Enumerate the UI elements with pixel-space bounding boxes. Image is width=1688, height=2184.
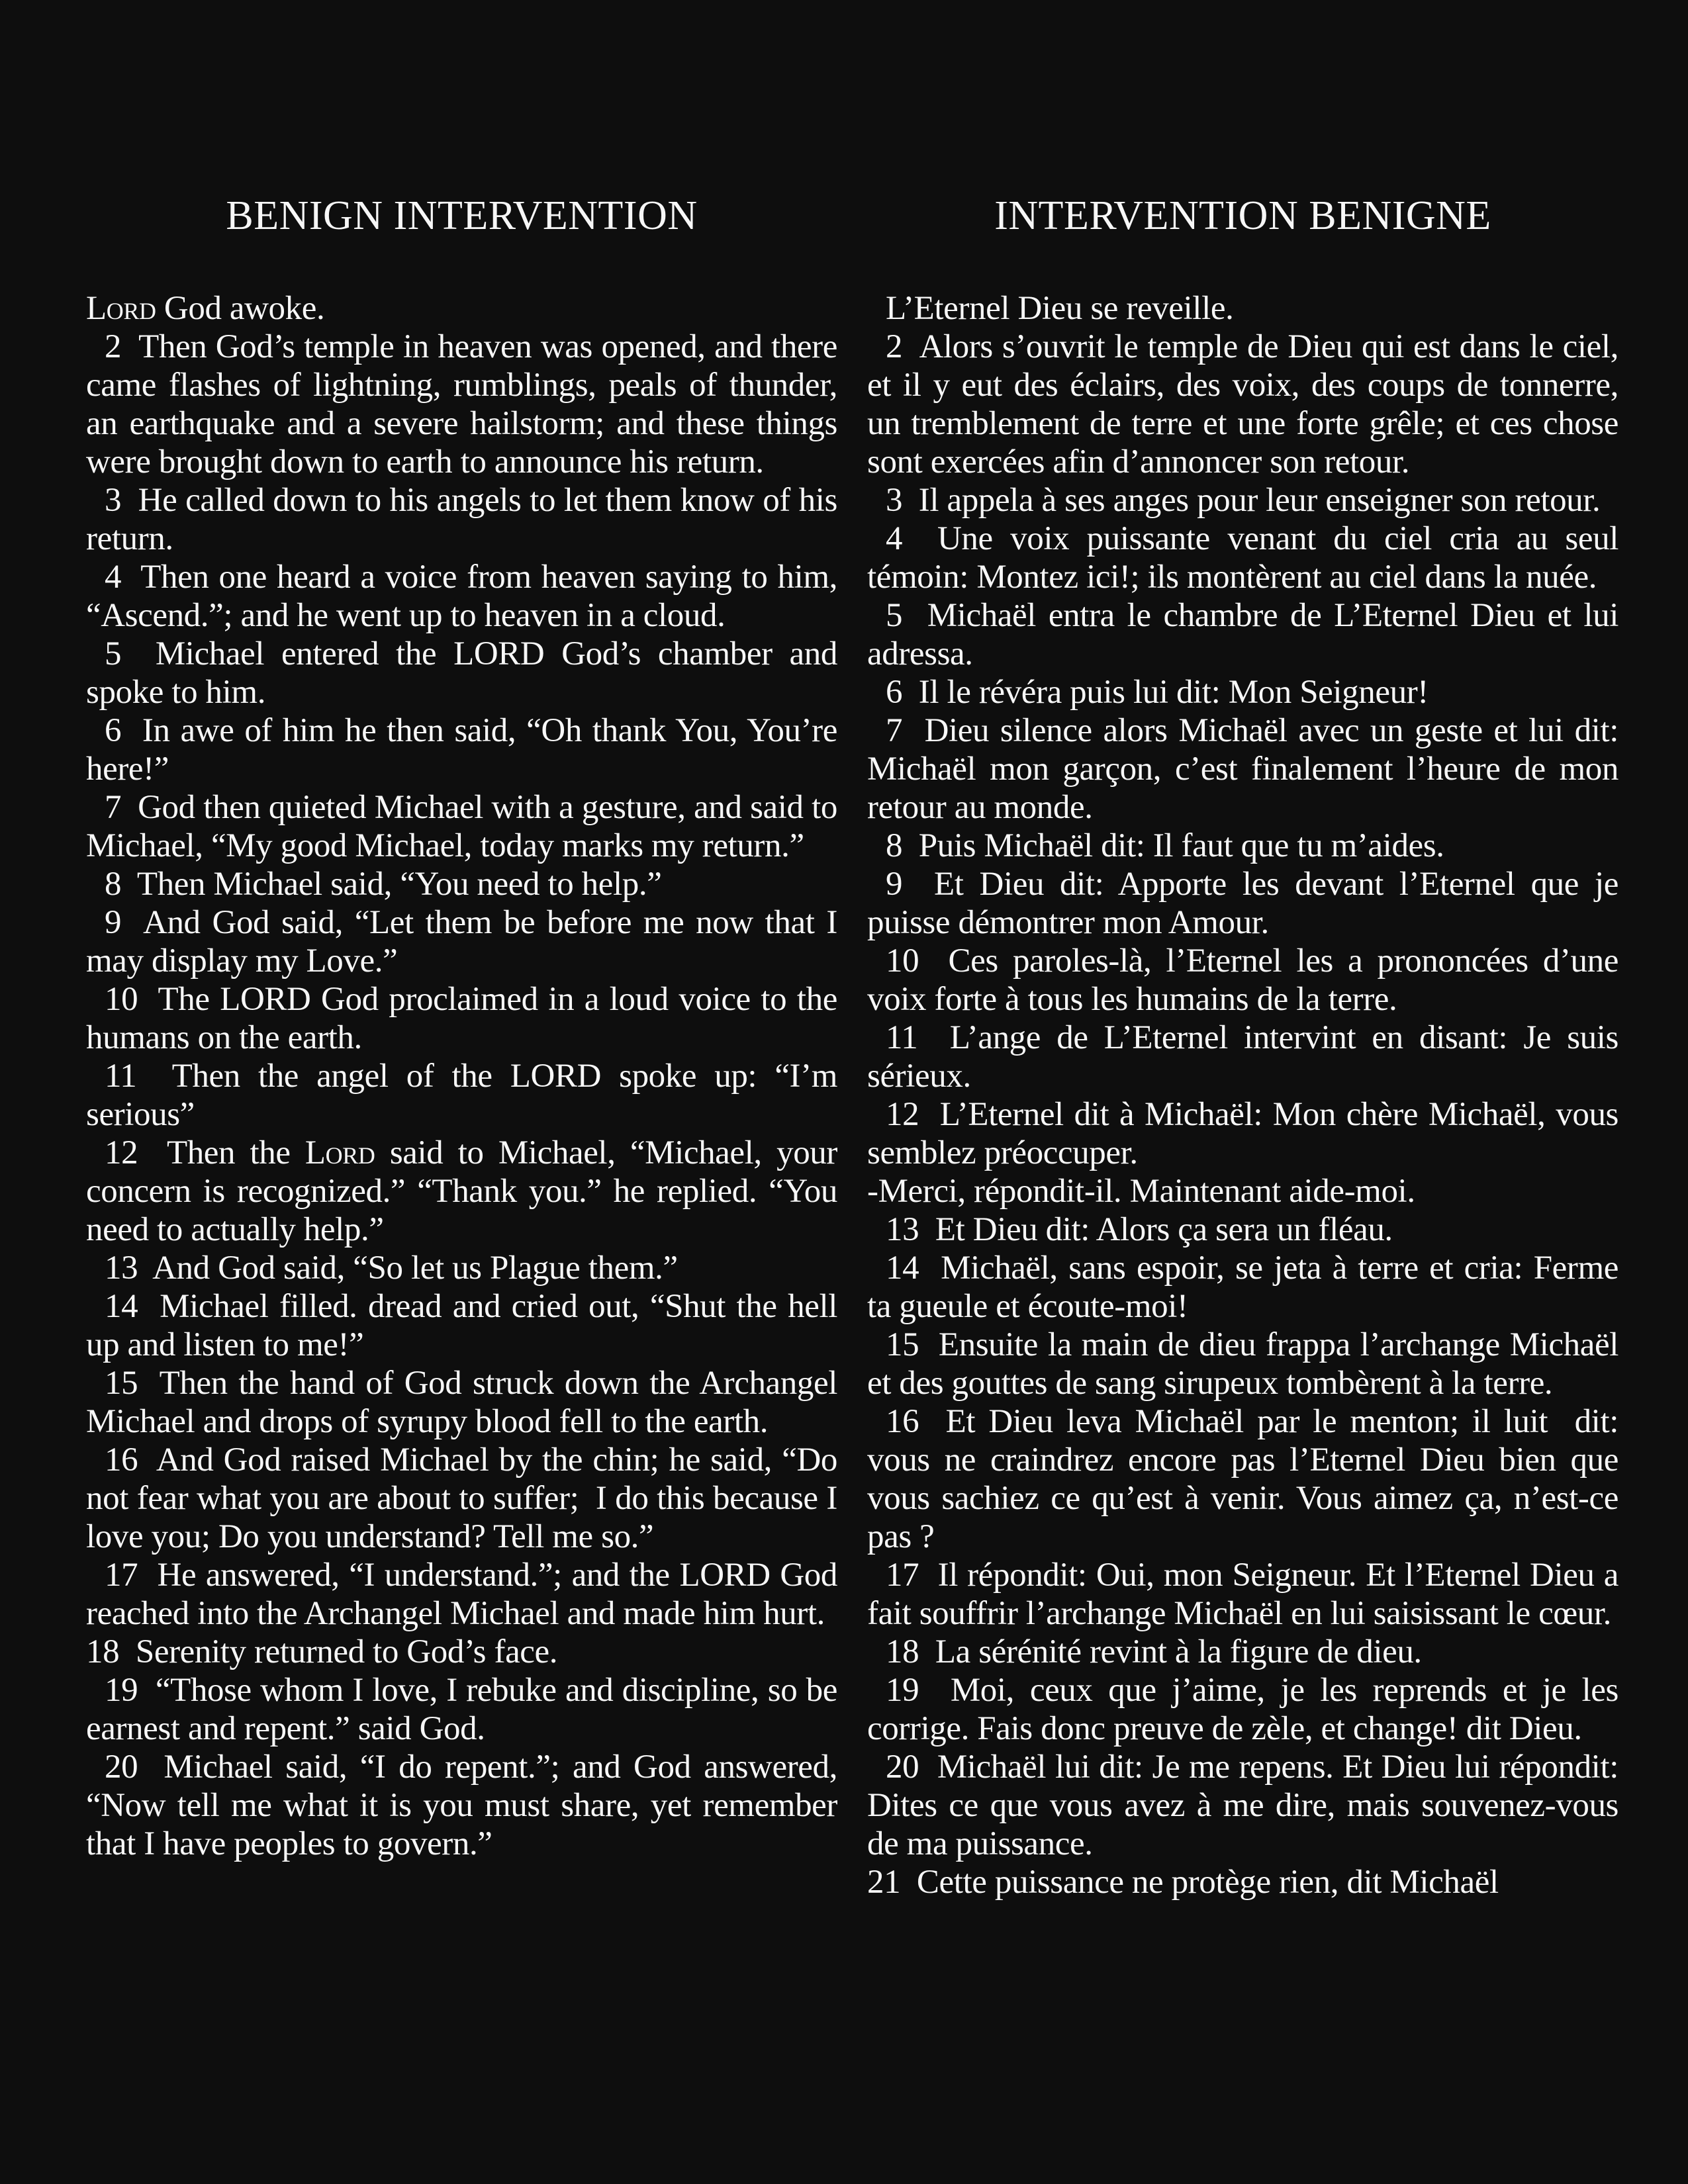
verse xyxy=(867,1172,1618,1210)
verse-text: 21 Cette puissance ne protège rien, dit Michaël xyxy=(867,1864,1499,1901)
verse xyxy=(867,673,1618,711)
verse xyxy=(86,1364,837,1441)
verse-text: said to Michael, “Michael, your concern is recognized.” “Thank you.” he replied. “You need to actually help.” xyxy=(86,1134,837,1248)
verse xyxy=(867,1326,1618,1402)
verse xyxy=(86,788,837,865)
verse xyxy=(867,596,1618,673)
verse xyxy=(86,1633,837,1671)
verse xyxy=(867,328,1618,481)
verse xyxy=(867,1095,1618,1172)
verse xyxy=(86,865,837,903)
verse-text: 7 God then quieted Michael with a gesture, and said to Michael, “My good Michael, today marks my return.” xyxy=(86,789,837,864)
verse xyxy=(867,942,1618,1019)
verse xyxy=(86,980,837,1057)
verse-text: 4 Then one heard a voice from heaven saying to him, “Ascend.”; and he went up to heaven in a cloud. xyxy=(86,559,837,634)
verse xyxy=(867,481,1618,520)
verse-text: 9 Et Dieu dit: Apporte les devant l’Eternel que je puisse démontrer mon Amour. xyxy=(867,866,1618,941)
verse-text: 20 Michael said, “I do repent.”; and God answered, “Now tell me what it is you must share, yet remember that I have peoples to govern.” xyxy=(86,1749,837,1862)
verse xyxy=(86,1057,837,1134)
verse-text: 4 Une voix puissante venant du ciel cria au seul témoin: Montez ici!; ils montèrent au ciel dans la nuée. xyxy=(867,520,1618,596)
verse-text: 14 Michael filled. dread and cried out, “Shut the hell up and listen to me!” xyxy=(86,1288,837,1363)
verse-text: 2 Then God’s temple in heaven was opened, and there came flashes of lightning, rumblings, peals of thunder, an earthquake and a severe hailstorm; and these things were brought down to earth to announce his return. xyxy=(86,328,837,480)
verse xyxy=(86,1748,837,1863)
verse-text: 18 Serenity returned to God’s face. xyxy=(86,1633,558,1670)
verse xyxy=(86,289,837,328)
verse xyxy=(86,1249,837,1287)
verse-text: 14 Michaël, sans espoir, se jeta à terre et cria: Ferme ta gueule et écoute-moi! xyxy=(867,1250,1618,1325)
page-title-french: INTERVENTION BENIGNE xyxy=(994,193,1491,238)
verse xyxy=(867,1671,1618,1748)
verse xyxy=(86,635,837,711)
verse-text: 15 Then the hand of God struck down the Archangel Michael and drops of syrupy blood fell to the earth. xyxy=(86,1365,837,1440)
verse xyxy=(867,1748,1618,1863)
verse-text: 16 And God raised Michael by the chin; he said, “Do not fear what you are about to suffer; I do this because I love you; Do you understand? Tell me so.” xyxy=(86,1441,837,1555)
verse-text: God awoke. xyxy=(156,290,325,327)
verse xyxy=(86,1134,837,1249)
verse xyxy=(867,1210,1618,1249)
verse-text: 13 And God said, “So let us Plague them.” xyxy=(105,1250,678,1287)
column-french xyxy=(867,195,1618,1901)
verse xyxy=(86,1671,837,1748)
verse-text: 10 Ces paroles-là, l’Eternel les a prononcées d’une voix forte à tous les humains de la terre. xyxy=(867,942,1618,1018)
verse-text: 8 Then Michael said, “You need to help.” xyxy=(105,866,662,903)
verse xyxy=(86,481,837,558)
verse-text: 3 Il appela à ses anges pour leur enseigner son retour. xyxy=(886,482,1601,519)
verses-english xyxy=(86,289,837,1863)
verse-text: 5 Michaël entra le chambre de L’Eternel Dieu et lui adressa. xyxy=(867,597,1618,672)
verse-text: 12 Then the xyxy=(105,1134,305,1171)
verse-text: 20 Michaël lui dit: Je me repens. Et Dieu lui répondit: Dites ce que vous avez à me dire, mais souvenez-vous de ma puissance. xyxy=(867,1749,1618,1862)
verse xyxy=(86,328,837,481)
verse xyxy=(867,1633,1618,1671)
verse-text: 13 Et Dieu dit: Alors ça sera un fléau. xyxy=(886,1211,1393,1248)
verse xyxy=(867,711,1618,827)
verse-text: 9 And God said, “Let them be before me now that I may display my Love.” xyxy=(86,904,837,979)
verse xyxy=(867,1249,1618,1326)
verse-text: 16 Et Dieu leva Michaël par le menton; il luit dit: vous ne craindrez encore pas l’Eternel Dieu bien que vous sachiez ce qu’est à venir. Vous aimez ça, n’est-ce pas ? xyxy=(867,1403,1618,1555)
verse-text: 7 Dieu silence alors Michaël avec un geste et lui dit: Michaël mon garçon, c’est finalement l’heure de mon retour au monde. xyxy=(867,712,1618,826)
verse xyxy=(867,1863,1618,1901)
verse-text: 5 Michael entered the LORD God’s chamber and spoke to him. xyxy=(86,635,837,711)
column-english xyxy=(86,195,837,1901)
verse-text: 12 L’Eternel dit à Michaël: Mon chère Michaël, vous semblez préoccuper. xyxy=(867,1096,1618,1171)
verse-text: 11 Then the angel of the LORD spoke up: “I’m serious” xyxy=(86,1058,837,1133)
verse-text: 8 Puis Michaël dit: Il faut que tu m’aides. xyxy=(886,827,1444,864)
verse xyxy=(86,711,837,788)
lord-smallcaps-text: Lord xyxy=(86,290,156,327)
verse-text: 11 L’ange de L’Eternel intervint en disant: Je suis sérieux. xyxy=(867,1019,1618,1095)
verse xyxy=(86,1441,837,1556)
verse xyxy=(867,1019,1618,1095)
verse xyxy=(867,827,1618,865)
verse xyxy=(86,1287,837,1364)
lord-smallcaps-text: Lord xyxy=(305,1134,375,1171)
verse-text: 19 “Those whom I love, I rebuke and discipline, so be earnest and repent.” said God. xyxy=(86,1672,837,1747)
verse xyxy=(86,903,837,980)
verse xyxy=(86,1556,837,1633)
page-title-english: BENIGN INTERVENTION xyxy=(226,193,698,238)
verse-text: -Merci, répondit-il. Maintenant aide-moi. xyxy=(867,1173,1415,1210)
verse xyxy=(86,558,837,635)
verse xyxy=(867,1556,1618,1633)
verse-text: 17 Il répondit: Oui, mon Seigneur. Et l’Eternel Dieu a fait souffrir l’archange Michaël en lui saisissant le cœur. xyxy=(867,1557,1618,1632)
verse-text: 6 In awe of him he then said, “Oh thank You, You’re here!” xyxy=(86,712,837,788)
verse-text: L’Eternel Dieu se reveille. xyxy=(886,290,1234,327)
verse-text: 3 He called down to his angels to let them know of his return. xyxy=(86,482,837,557)
verse-text: 17 He answered, “I understand.”; and the LORD God reached into the Archangel Michael and made him hurt. xyxy=(86,1557,837,1632)
verse-text: 18 La sérénité revint à la figure de dieu. xyxy=(886,1633,1422,1670)
verse-text: 10 The LORD God proclaimed in a loud voice to the humans on the earth. xyxy=(86,981,837,1056)
verse-text: 19 Moi, ceux que j’aime, je les reprends et je les corrige. Fais donc preuve de zèle, et change! dit Dieu. xyxy=(867,1672,1618,1747)
verse xyxy=(867,1402,1618,1556)
verses-french xyxy=(867,289,1618,1901)
verse-text: 15 Ensuite la main de dieu frappa l’archange Michaël et des gouttes de sang sirupeux tombèrent à la terre. xyxy=(867,1326,1618,1402)
verse xyxy=(867,865,1618,942)
verse xyxy=(867,520,1618,596)
verse xyxy=(867,289,1618,328)
verse-text: 2 Alors s’ouvrit le temple de Dieu qui est dans le ciel, et il y eut des éclairs, des voix, des coups de tonnerre, un tremblement de terre et une forte grêle; et ces chose sont exercées afin d’annoncer son retour. xyxy=(867,328,1618,480)
verse-text: 6 Il le révéra puis lui dit: Mon Seigneur! xyxy=(886,674,1429,711)
